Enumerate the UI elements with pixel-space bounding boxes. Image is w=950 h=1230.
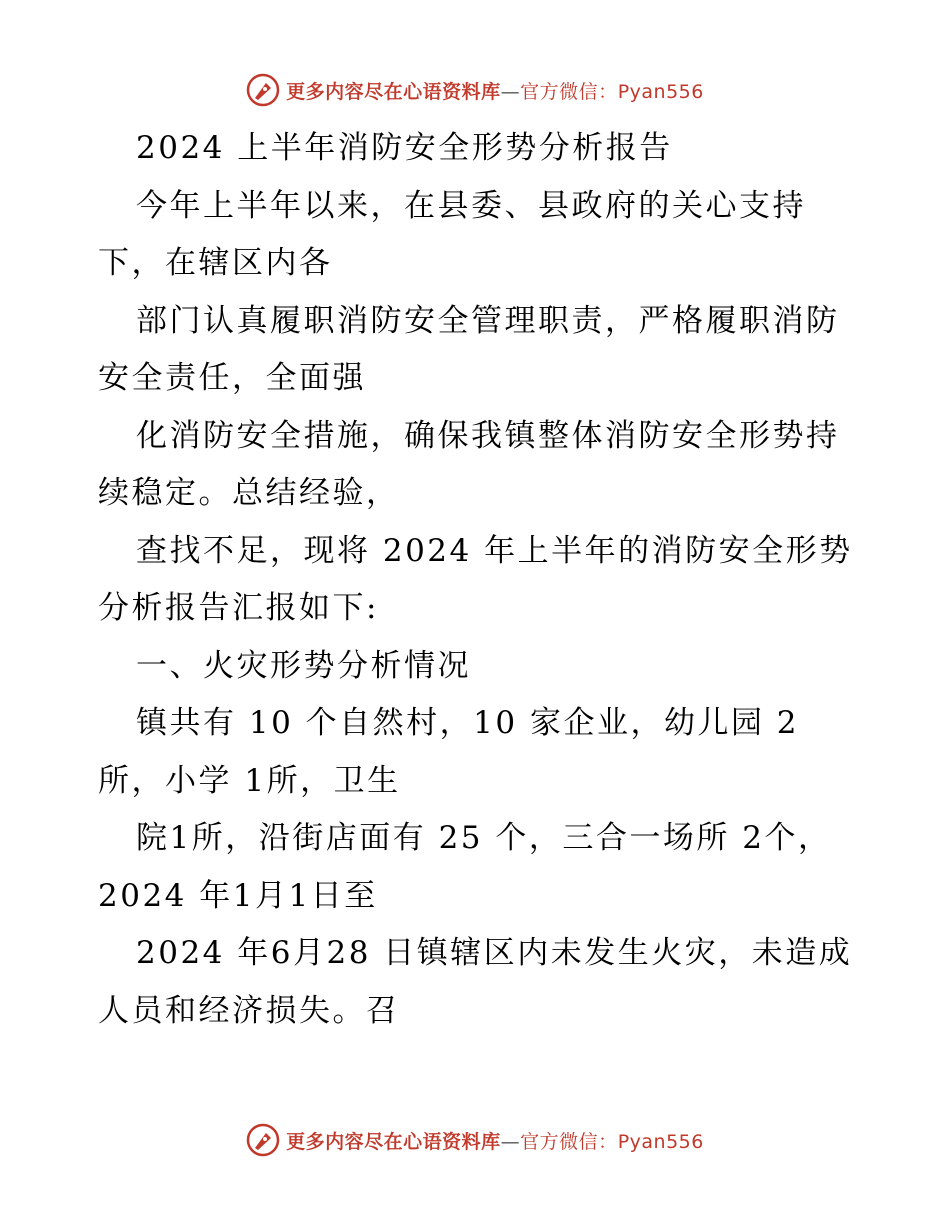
watermark-wechat-id: Pyan556 — [617, 1130, 704, 1153]
watermark-wechat-label: 官方微信： — [520, 80, 618, 103]
document-line: 2024 年1月1日至 — [98, 877, 378, 914]
watermark-text — [286, 77, 704, 104]
header-watermark — [0, 70, 950, 110]
pen-nib-circle-icon — [246, 1123, 280, 1157]
document-line: 下，在辖区内各 — [98, 245, 333, 281]
watermark-separator: — — [500, 1130, 521, 1153]
document-line: 2024 年6月28 日镇辖区内未发生火灾，未造成 — [136, 935, 853, 971]
document-line: 今年上半年以来，在县委、县政府的关心支持 — [136, 187, 806, 224]
watermark-site: 更多内容尽在心语资料库 — [286, 1130, 501, 1153]
document-line: 部门认真履职消防安全管理职责，严格履职消防 — [136, 302, 840, 339]
document-line: 一、火灾形势分析情况 — [136, 647, 471, 684]
watermark-text — [286, 1127, 704, 1154]
document-line: 安全责任，全面强 — [98, 360, 366, 396]
pen-nib-circle-icon — [246, 73, 280, 107]
watermark-separator: — — [500, 80, 521, 103]
document-line: 分析报告汇报如下: — [98, 590, 379, 626]
watermark-site: 更多内容尽在心语资料库 — [286, 80, 501, 103]
document-line: 所，小学 1所，卫生 — [98, 762, 401, 799]
watermark-wechat-label: 官方微信： — [520, 1130, 618, 1153]
document-title: 2024 上半年消防安全形势分析报告 — [136, 130, 673, 166]
document-line: 院1所，沿街店面有 25 个，三合一场所 2个， — [136, 820, 832, 856]
footer-watermark — [0, 1120, 950, 1160]
watermark-wechat-id: Pyan556 — [617, 80, 704, 103]
document-line: 化消防安全措施，确保我镇整体消防安全形势持 — [136, 417, 840, 454]
document-line: 续稳定。总结经验， — [98, 475, 400, 511]
document-body — [98, 120, 878, 1040]
document-line: 人员和经济损失。召 — [98, 992, 400, 1029]
document-line: 查找不足，现将 2024 年上半年的消防安全形势 — [136, 532, 853, 569]
document-line: 镇共有 10 个自然村，10 家企业，幼儿园 2 — [136, 705, 800, 741]
